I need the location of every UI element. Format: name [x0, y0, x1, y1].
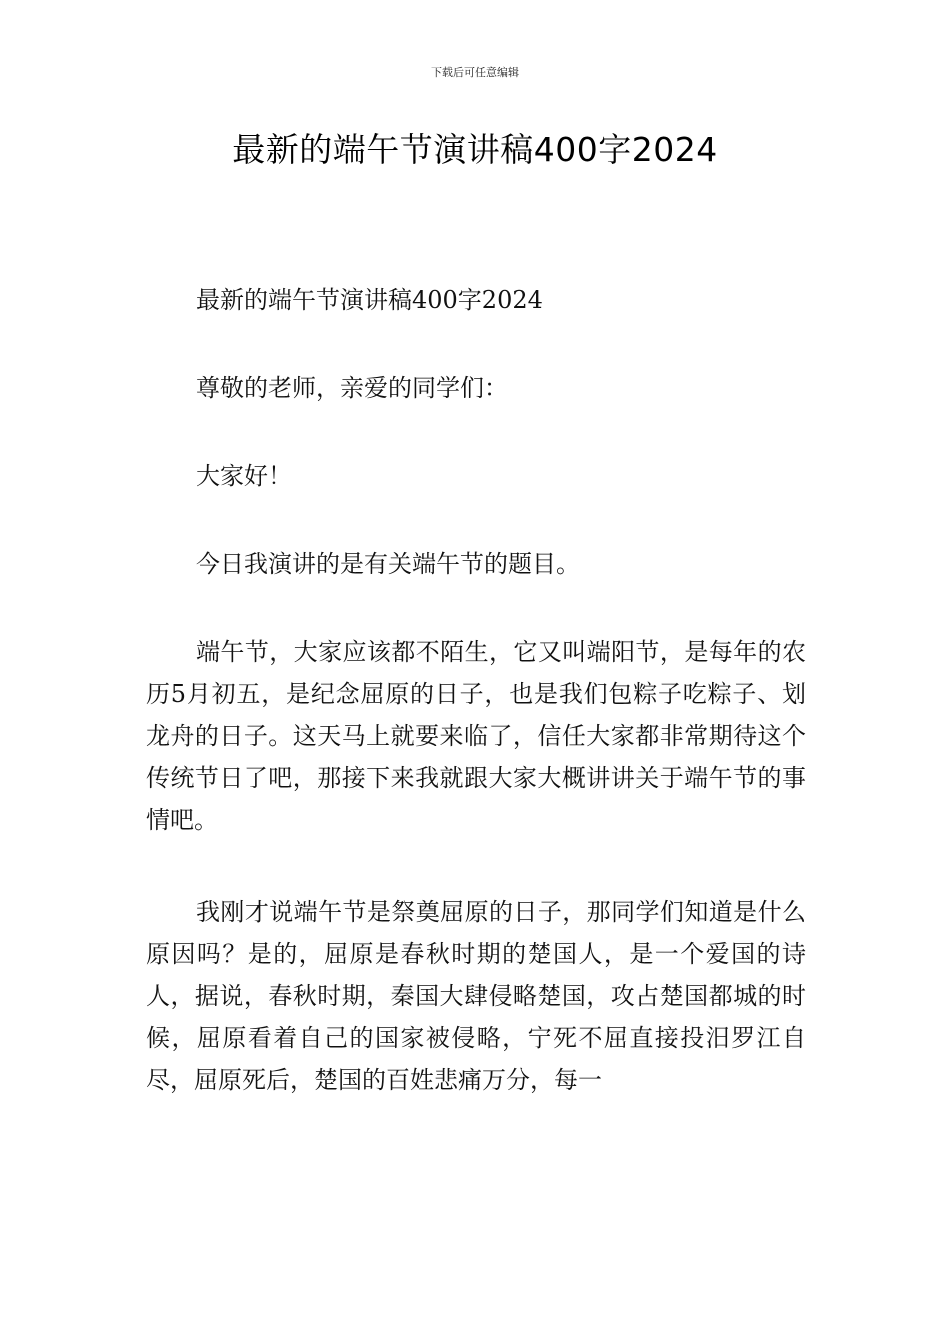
paragraph-hello: 大家好！	[196, 462, 292, 490]
document-body	[146, 279, 806, 1101]
paragraph-intro: 端午节，大家应该都不陌生，它又叫端阳节，是每年的农历5月初五，是纪念屈原的日子，也是我们包粽子吃粽子、划龙舟的日子。这天马上就要来临了，信任大家都非常期待这个传统节日了吧，那接下来我就跟大家大概讲讲关于端午节的事情吧。	[146, 638, 806, 834]
paragraph-subtitle: 最新的端午节演讲稿400字2024	[196, 286, 543, 314]
paragraph-greeting: 尊敬的老师，亲爱的同学们：	[196, 374, 508, 402]
paragraph-topic: 今日我演讲的是有关端午节的题目。	[196, 550, 580, 578]
document-title: 最新的端午节演讲稿400字2024	[232, 130, 718, 169]
paragraph-quyuan: 我刚才说端午节是祭奠屈原的日子，那同学们知道是什么原因吗？是的，屈原是春秋时期的楚国人，是一个爱国的诗人，据说，春秋时期，秦国大肆侵略楚国，攻占楚国都城的时候，屈原看着自己的国家被侵略，宁死不屈直接投汨罗江自尽，屈原死后，楚国的百姓悲痛万分，每一	[146, 898, 806, 1094]
header-note: 下载后可任意编辑	[431, 66, 519, 79]
